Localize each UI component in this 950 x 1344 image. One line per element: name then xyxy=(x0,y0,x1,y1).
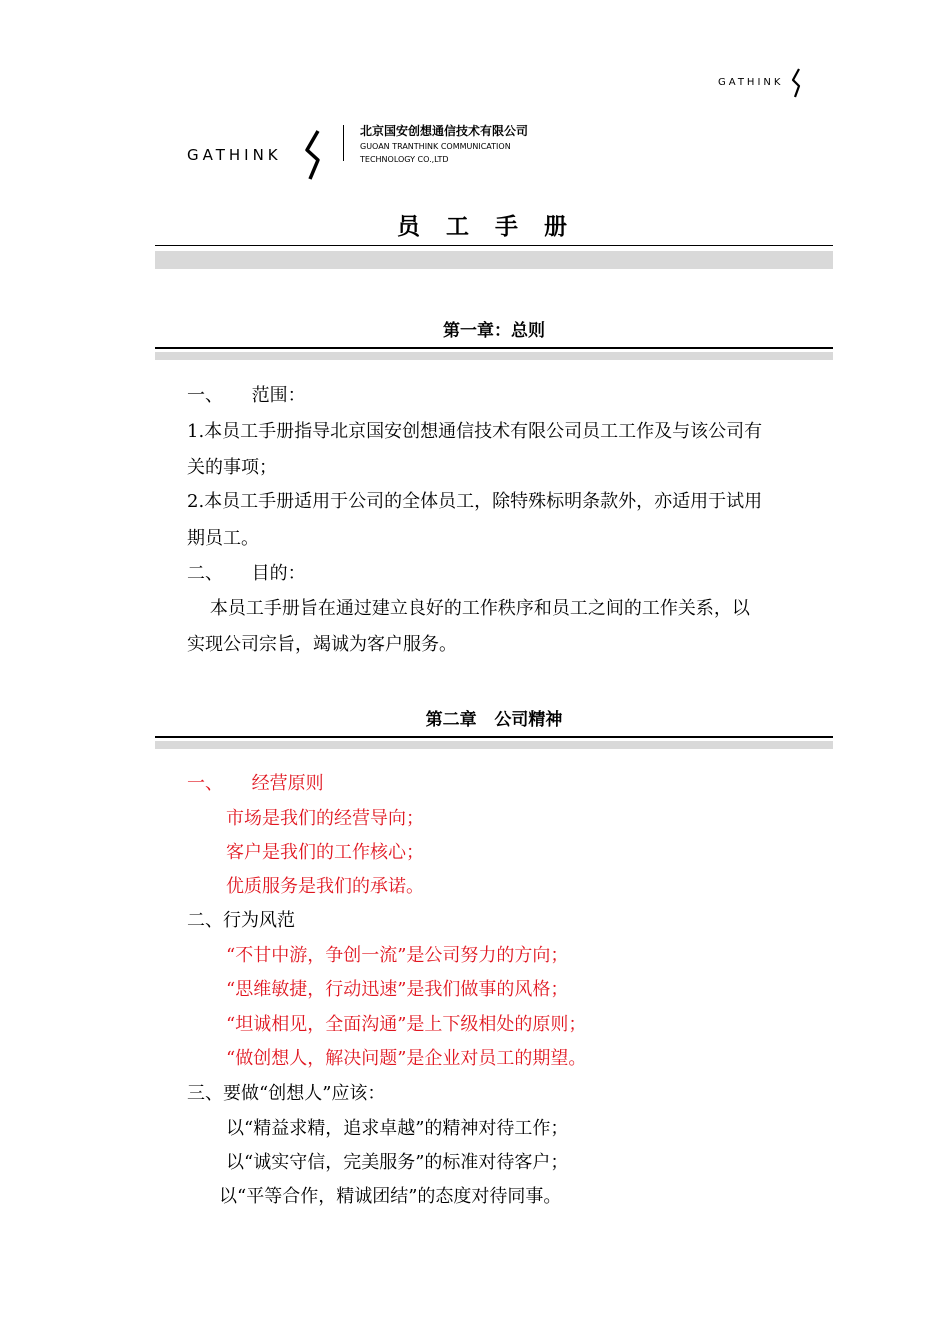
title-rule xyxy=(155,245,833,246)
conduct-item xyxy=(226,1013,586,1037)
chapter2-heading: 第二章 公司精神 xyxy=(425,710,563,730)
conduct-item xyxy=(226,978,568,1002)
chapter1-rule xyxy=(155,347,833,349)
company-name-cn: 北京国安创想通信技术有限公司 xyxy=(360,124,529,138)
company-name-en-line2: TECHNOLOGY CO.,LTD xyxy=(360,155,449,164)
chapter1-gray-band xyxy=(155,352,833,360)
principles-heading: 一、 经营原则 xyxy=(187,773,324,794)
chapter1-heading: 第一章：总则 xyxy=(443,321,545,341)
chapter2-gray-band xyxy=(155,741,833,749)
creator-item: 以“精益求精，追求卓越”的精神对待工作； xyxy=(226,1118,569,1139)
conduct-rest: 是我们做事的风格； xyxy=(406,979,569,1000)
purpose-text: 本员工手册旨在通过建立良好的工作秩序和员工之间的工作关系，以 xyxy=(187,598,750,619)
creator-item: 以“平等合作，精诚团结”的态度对待同事。 xyxy=(219,1186,562,1207)
conduct-rest: 是公司努力的方向； xyxy=(406,945,569,966)
conduct-item xyxy=(226,944,568,968)
scope-item-1: 1.本员工手册指导北京国安创想通信技术有限公司员工工作及与该公司有 xyxy=(187,421,763,442)
creator-item: 以“诚实守信，完美服务”的标准对待客户； xyxy=(226,1152,569,1173)
conduct-rest: 是企业对员工的期望。 xyxy=(406,1048,587,1069)
principle-item: 市场是我们的经营导向； xyxy=(226,808,424,829)
logo-divider xyxy=(343,125,344,161)
gathink-logo-icon xyxy=(302,130,326,180)
conduct-quote: “坦诚相见，全面沟通” xyxy=(226,1014,407,1035)
scope-heading: 一、 范围： xyxy=(187,385,306,406)
conduct-rest: 是上下级相处的原则； xyxy=(406,1014,587,1035)
purpose-text-cont: 实现公司宗旨，竭诚为客户服务。 xyxy=(187,634,457,655)
creator-heading: 三、要做“创想人”应该： xyxy=(187,1083,386,1104)
conduct-quote: “思维敏捷，行动迅速” xyxy=(226,979,407,1000)
company-logo-text: GATHINK xyxy=(187,146,282,164)
title-gray-band xyxy=(155,251,833,269)
principle-item: 客户是我们的工作核心； xyxy=(226,842,424,863)
scope-item-1-cont: 关的事项； xyxy=(187,457,277,478)
scope-item-2-cont: 期员工。 xyxy=(187,528,259,549)
conduct-quote: “做创想人，解决问题” xyxy=(226,1048,407,1069)
conduct-heading-text: 二、行为风范 xyxy=(187,910,295,931)
page-title: 员工手册 xyxy=(397,214,593,240)
header-logo-text: GATHINK xyxy=(718,77,784,88)
company-name-en xyxy=(360,140,511,166)
conduct-item xyxy=(226,1047,586,1071)
scope-item-2: 2.本员工手册适用于公司的全体员工，除特殊标明条款外，亦适用于试用 xyxy=(187,491,763,512)
purpose-heading: 二、 目的： xyxy=(187,563,306,584)
conduct-heading xyxy=(187,909,295,933)
principle-item: 优质服务是我们的承诺。 xyxy=(226,876,424,897)
company-name-en-line1: GUOAN TRANTHINK COMMUNICATION xyxy=(360,142,511,151)
chapter2-rule xyxy=(155,736,833,738)
conduct-quote: “不甘中游，争创一流” xyxy=(226,945,407,966)
gathink-mark-icon xyxy=(790,68,804,98)
